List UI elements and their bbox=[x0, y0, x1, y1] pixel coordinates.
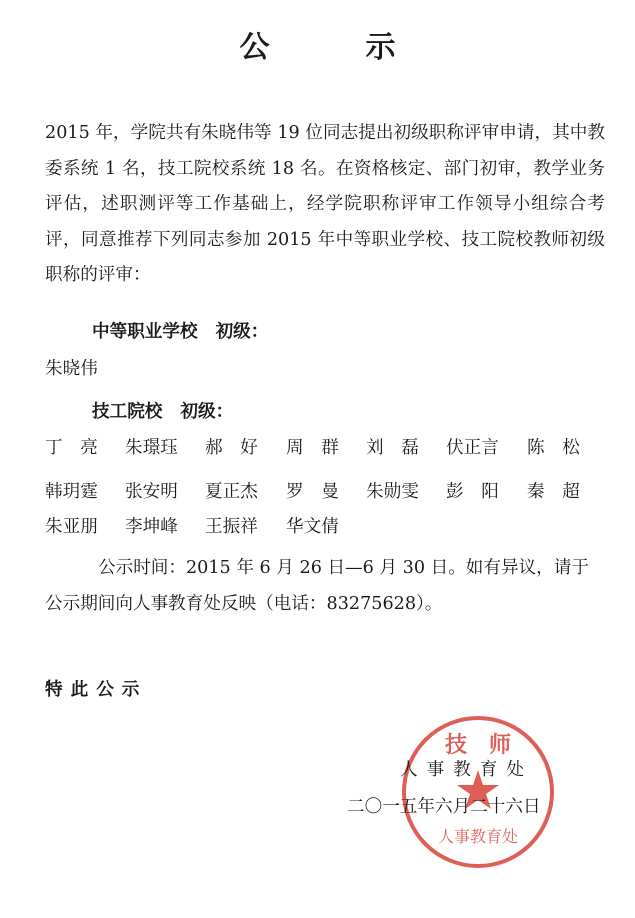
section-vocational-heading bbox=[92, 318, 268, 343]
technical-names-row-2 bbox=[45, 478, 605, 504]
list-item: 王振祥 bbox=[205, 517, 258, 537]
title-char-1: 公 bbox=[239, 30, 270, 65]
list-item: 夏正杰 bbox=[205, 482, 258, 502]
list-item: 彭 阳 bbox=[446, 482, 499, 502]
vocational-name: 朱晓伟 bbox=[45, 359, 98, 379]
seal-top-text: 技 师 bbox=[444, 733, 512, 758]
document-title bbox=[0, 22, 635, 66]
intro-paragraph: 2015 年，学院共有朱晓伟等 19 位同志提出初级职称评审申请，其中教委系统 1 名，技工院校系统 18 名。在资格核定、部门初审，教学业务评估，述职测评等工作基础上，经学院职称评审工作领导小组综合考评，同意推荐下列同志参加 2015 年中等职业学校、技工院校教师初级职称的评审： bbox=[45, 123, 605, 285]
list-item: 韩玥霆 bbox=[45, 482, 98, 502]
technical-names-row-3 bbox=[45, 513, 605, 539]
list-item: 丁 亮 bbox=[45, 438, 98, 458]
official-seal bbox=[398, 712, 558, 872]
section-technical-heading bbox=[92, 398, 233, 423]
issuer-name: 人事教育处 bbox=[400, 760, 533, 780]
list-item: 张安明 bbox=[125, 482, 178, 502]
list-item: 秦 超 bbox=[527, 482, 580, 502]
list-item: 陈 松 bbox=[527, 438, 580, 458]
section-vocational-level: 初级： bbox=[215, 321, 269, 342]
section-technical-school: 技工院校 bbox=[92, 401, 163, 422]
notice-text: 公示时间：2015 年 6 月 26 日—6 月 30 日。如有异议，请于公示期间向人事教育处反映（电话：83275628）。 bbox=[45, 558, 589, 614]
issue-date: 二〇一五年六月二十六日 bbox=[347, 797, 541, 817]
section-vocational-school: 中等职业学校 bbox=[92, 321, 198, 342]
title-char-2: 示 bbox=[365, 30, 396, 65]
section-technical-level: 初级： bbox=[180, 401, 234, 422]
list-item: 朱璟珏 bbox=[125, 438, 178, 458]
list-item: 罗 曼 bbox=[286, 482, 339, 502]
list-item: 华文倩 bbox=[286, 517, 339, 537]
closing-phrase: 特此公示 bbox=[45, 679, 148, 700]
list-item: 郝 好 bbox=[205, 438, 258, 458]
list-item: 刘 磊 bbox=[366, 438, 419, 458]
seal-bottom-text: 人事教育处 bbox=[437, 827, 519, 846]
technical-names-row-1 bbox=[45, 434, 605, 460]
list-item: 周 群 bbox=[286, 438, 339, 458]
list-item: 李坤峰 bbox=[125, 517, 178, 537]
list-item: 伏正言 bbox=[446, 438, 499, 458]
list-item: 朱亚朋 bbox=[45, 517, 98, 537]
notice-paragraph bbox=[45, 551, 605, 622]
list-item: 朱勋雯 bbox=[366, 482, 419, 502]
